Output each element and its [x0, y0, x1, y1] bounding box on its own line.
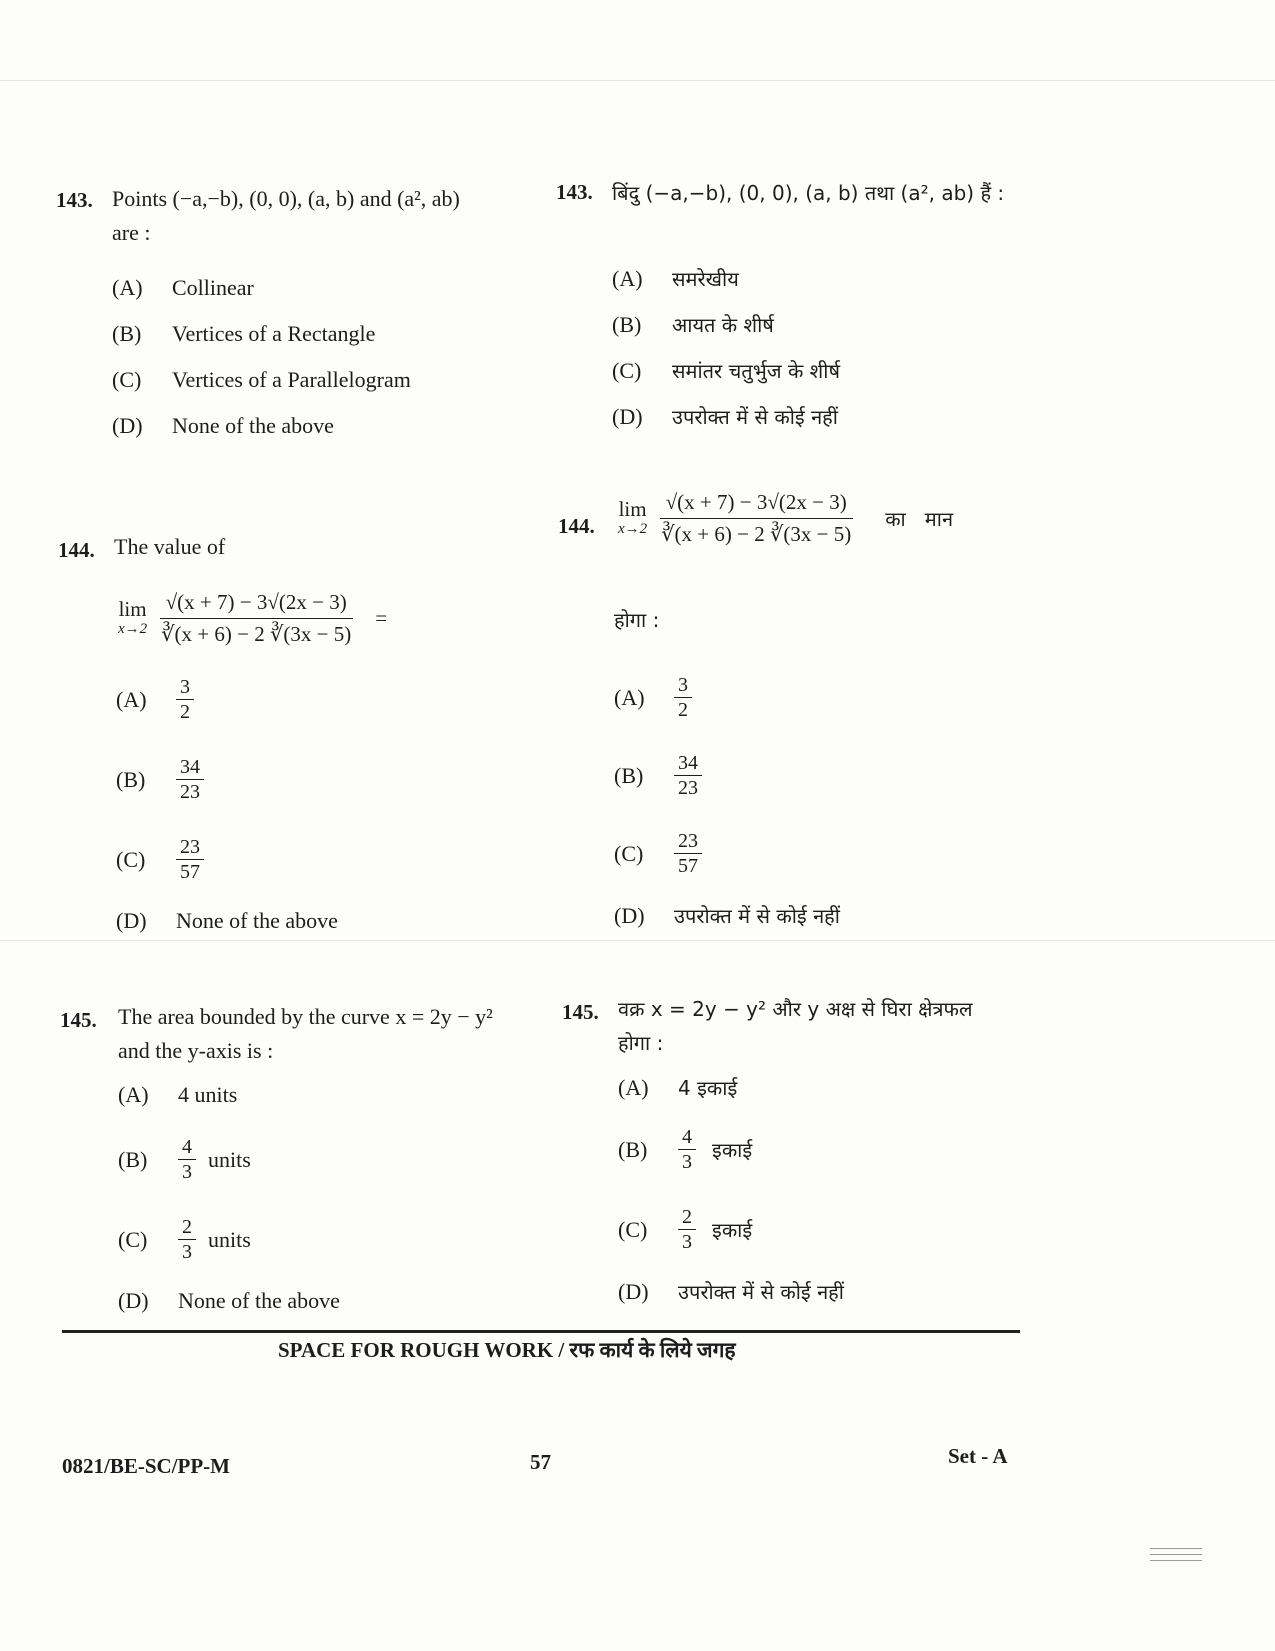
- fraction-denominator: 3: [682, 1151, 692, 1173]
- fraction-numerator: 3: [674, 674, 692, 698]
- option-label: (D): [614, 902, 645, 928]
- fraction-numerator: 4: [678, 1126, 696, 1150]
- q145-option-b-hi: [618, 1126, 752, 1173]
- fraction-numerator: √(x + 7) − 3√(2x − 3): [660, 490, 853, 519]
- limit-fraction: [655, 490, 857, 547]
- option-label: (C): [118, 1226, 148, 1252]
- q145-option-b-en: [118, 1136, 251, 1183]
- option-fraction: [674, 674, 692, 721]
- q145-question-en: [118, 1000, 538, 1068]
- fraction-numerator: 23: [674, 830, 702, 854]
- option-text: उपरोक्त में से कोई नहीं: [674, 904, 840, 928]
- option-fraction: [678, 1126, 696, 1173]
- fraction-numerator: 2: [678, 1206, 696, 1230]
- option-text: Vertices of a Parallelogram: [172, 367, 411, 392]
- q145-option-c-en: [118, 1216, 251, 1263]
- option-text: Collinear: [172, 275, 254, 300]
- option-text: Vertices of a Rectangle: [172, 321, 376, 346]
- option-text: 4 इकाई: [678, 1076, 738, 1100]
- option-label: (A): [118, 1082, 149, 1107]
- option-text: समरेखीय: [672, 267, 739, 291]
- q145-text-line2-hi: होगा :: [618, 1031, 664, 1055]
- option-fraction: [678, 1206, 696, 1253]
- q143-text-line2: are :: [112, 220, 151, 245]
- option-fraction: [176, 836, 204, 883]
- option-text: 4 units: [178, 1082, 238, 1107]
- q144-option-b-en: [116, 756, 204, 803]
- option-text: None of the above: [178, 1288, 340, 1313]
- q143-option-b-hi: [612, 311, 774, 338]
- option-fraction: [674, 752, 702, 799]
- q143-number-hi: 143.: [556, 180, 593, 204]
- option-label: (D): [612, 403, 643, 429]
- option-fraction: [674, 830, 702, 877]
- q143-option-d-hi: [612, 403, 838, 430]
- q145-text-line2: and the y-axis is :: [118, 1038, 274, 1063]
- fraction-denominator: 3: [182, 1161, 192, 1183]
- q143-question-hi: बिंदु (−a,−b), (0, 0), (a, b) तथा (a², ab) हैं :: [612, 181, 1005, 205]
- fraction-denominator: 23: [180, 781, 200, 803]
- option-text: उपरोक्त में से कोई नहीं: [678, 1280, 844, 1304]
- fraction-numerator: √(x + 7) − 3√(2x − 3): [160, 590, 353, 619]
- q144-suffix-hi: का मान: [885, 507, 954, 531]
- fraction-denominator: 23: [678, 777, 698, 799]
- fraction-numerator: 3: [176, 676, 194, 700]
- set-label: Set - A: [948, 1444, 1008, 1468]
- q143-option-c-en: [112, 367, 411, 393]
- q144-option-d-hi: [614, 902, 840, 929]
- q145-option-a-hi: [618, 1074, 737, 1101]
- option-label: (D): [118, 1288, 149, 1313]
- q144-number: 144.: [58, 538, 95, 562]
- q145-option-c-hi: [618, 1206, 752, 1253]
- limit-operator: [618, 496, 648, 539]
- fraction-denominator: ∛(x + 6) − 2 ∛(3x − 5): [161, 622, 352, 646]
- fraction-denominator: 2: [678, 699, 688, 721]
- divider-rule: [62, 1330, 1020, 1333]
- q144-option-c-hi: [614, 830, 702, 877]
- paper-code: 0821/BE-SC/PP-M: [62, 1454, 230, 1478]
- q145-number-hi: 145.: [562, 1000, 599, 1024]
- q145-number: 145.: [60, 1008, 97, 1032]
- q144-question-en: The value of: [114, 534, 226, 559]
- scan-line: [0, 940, 1275, 941]
- option-label: (C): [116, 846, 146, 872]
- option-label: (D): [618, 1278, 649, 1304]
- q143-option-a-hi: [612, 265, 739, 292]
- q145-text-line1: The area bounded by the curve x = 2y − y²: [118, 1004, 493, 1029]
- option-fraction: [176, 676, 194, 723]
- option-text: None of the above: [172, 413, 334, 438]
- option-label: (D): [112, 413, 143, 438]
- q144-option-a-en: [116, 676, 194, 723]
- limit-operator: [118, 596, 148, 639]
- page-number: 57: [530, 1450, 551, 1474]
- option-label: (B): [618, 1136, 648, 1162]
- fraction-denominator: 3: [682, 1231, 692, 1253]
- option-label: (B): [118, 1146, 148, 1172]
- option-label: (A): [618, 1074, 649, 1100]
- fraction-denominator: 2: [180, 701, 190, 723]
- fraction-denominator: 57: [180, 861, 200, 883]
- fraction-denominator: 3: [182, 1241, 192, 1263]
- q143-question-en: [112, 182, 532, 250]
- q144-option-a-hi: [614, 674, 692, 721]
- option-label: (A): [116, 686, 147, 712]
- option-label: (C): [614, 840, 644, 866]
- rough-work-label: SPACE FOR ROUGH WORK / रफ कार्य के लिये जगह: [278, 1338, 736, 1362]
- fraction-numerator: 2: [178, 1216, 196, 1240]
- option-label: (B): [612, 311, 642, 337]
- option-text: आयत के शीर्ष: [672, 313, 774, 337]
- lim-text: lim: [118, 596, 147, 621]
- option-label: (C): [612, 357, 642, 383]
- q143-option-a-en: [112, 275, 254, 301]
- corner-mark: [1150, 1548, 1202, 1549]
- option-label: (B): [112, 321, 142, 346]
- q143-text-line1: Points (−a,−b), (0, 0), (a, b) and (a², ab): [112, 186, 460, 211]
- q144-option-b-hi: [614, 752, 702, 799]
- option-unit: units: [208, 1226, 251, 1252]
- q144-option-d-en: [116, 908, 338, 934]
- q143-option-b-en: [112, 321, 375, 347]
- fraction-denominator: ∛(x + 6) − 2 ∛(3x − 5): [661, 522, 852, 546]
- fraction-numerator: 34: [176, 756, 204, 780]
- option-fraction: [178, 1216, 196, 1263]
- q143-number: 143.: [56, 188, 93, 212]
- option-unit: units: [208, 1146, 251, 1172]
- option-label: (B): [614, 762, 644, 788]
- fraction-numerator: 34: [674, 752, 702, 776]
- option-label: (C): [112, 367, 142, 392]
- q145-option-a-en: [118, 1082, 237, 1108]
- fraction-numerator: 4: [178, 1136, 196, 1160]
- q144-number-hi: 144.: [558, 514, 595, 538]
- corner-mark: [1150, 1560, 1202, 1561]
- option-label: (A): [612, 265, 643, 291]
- q143-option-d-en: [112, 413, 334, 439]
- option-fraction: [178, 1136, 196, 1183]
- q145-text-line1-hi: वक्र x = 2y − y² और y अक्ष से घिरा क्षेत्रफल: [618, 997, 973, 1021]
- option-fraction: [176, 756, 204, 803]
- option-label: (D): [116, 908, 147, 933]
- corner-mark: [1150, 1554, 1202, 1555]
- option-label: (B): [116, 766, 146, 792]
- option-unit: इकाई: [712, 1138, 753, 1162]
- lim-text: lim: [618, 496, 647, 521]
- option-unit: इकाई: [712, 1218, 753, 1242]
- fraction-denominator: 57: [678, 855, 698, 877]
- option-label: (C): [618, 1216, 648, 1242]
- q144-option-c-en: [116, 836, 204, 883]
- option-text: समांतर चतुर्भुज के शीर्ष: [672, 359, 841, 383]
- q143-option-c-hi: [612, 357, 840, 384]
- q144-limit-expression-en: [118, 590, 387, 647]
- q144-text2-hi: होगा :: [614, 608, 660, 632]
- q144-limit-expression-hi: [618, 490, 953, 547]
- q145-option-d-en: [118, 1288, 340, 1314]
- q145-question-hi: [618, 992, 973, 1060]
- option-label: (A): [112, 275, 143, 300]
- option-text: उपरोक्त में से कोई नहीं: [672, 405, 838, 429]
- option-text: None of the above: [176, 908, 338, 933]
- equals-sign: =: [375, 606, 388, 630]
- lim-subscript: x→2: [618, 520, 648, 537]
- lim-subscript: x→2: [118, 620, 148, 637]
- scan-line: [0, 80, 1275, 81]
- fraction-numerator: 23: [176, 836, 204, 860]
- limit-fraction: [155, 590, 357, 647]
- q145-option-d-hi: [618, 1278, 844, 1305]
- option-label: (A): [614, 684, 645, 710]
